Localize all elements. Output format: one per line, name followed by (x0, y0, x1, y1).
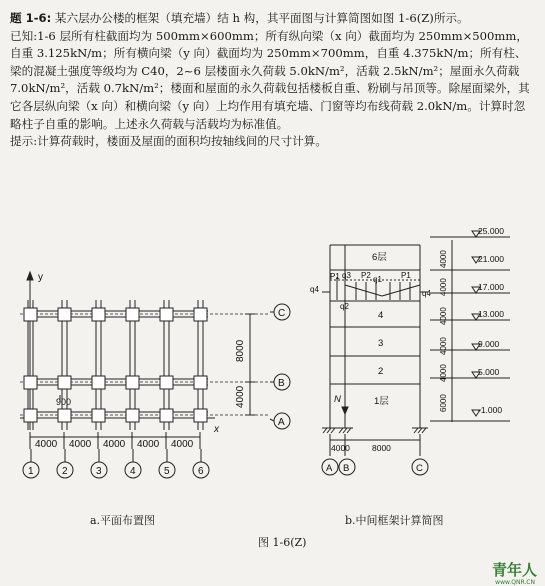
plan-dim-900: 900 (56, 397, 72, 407)
storey-2: 2 (378, 366, 384, 377)
watermark-logo: 青年人 (491, 561, 537, 579)
problem-label: 题 1-6: (10, 11, 52, 25)
col-axis-1: 1 (28, 466, 34, 477)
plan-dim-4000: 4000 (235, 385, 246, 408)
statement-text: 某六层办公楼的框架（填充墙）结 h 构，其平面图与计算简图如图 1-6(Z)所示。 (54, 11, 469, 25)
frame-caption: b.中间框架计算简图 (345, 514, 444, 527)
hint-label: 提示: (10, 134, 38, 149)
storey-h-1: 6000 (439, 394, 448, 412)
load-N: N (334, 394, 341, 405)
bay-dim-4: 4000 (137, 439, 160, 450)
given-label: 已知: (10, 28, 38, 43)
ground-hatch (322, 428, 428, 433)
storey-h-4: 4000 (439, 307, 448, 325)
load-q3: q3 (342, 271, 351, 280)
plan-caption: a.平面布置图 (90, 514, 156, 527)
frame-axis-B: B (343, 463, 350, 474)
frame-drawing (322, 231, 510, 475)
plan-x-label: x (214, 424, 219, 435)
col-axis-3: 3 (96, 466, 102, 477)
storey-h-3: 4000 (439, 337, 448, 355)
load-P1-right: P1 (401, 271, 411, 280)
watermark-url: www.QNR.CN (495, 579, 535, 586)
elev-21: 21.000 (478, 254, 504, 264)
elev-25: 25.000 (478, 226, 504, 236)
frame-axis-C: C (416, 463, 423, 474)
y-arrow-icon (27, 272, 33, 280)
given-text: 1-6 层所有柱截面均为 500mm×600mm；所有纵向梁（x 向）截面均为 250mm×500mm，自重 3.125kN/m；所有横向梁（y 向）截面均为 250mm×700mm，自重 4.375kN/m；所有柱、梁的混凝土强度等级均为 C40，2~6 层楼面永久荷载 5.0kN/m²，活载 2.5kN/m²；屋面永久荷载 7.0kN/m²，活载 0.7kN/m²；楼面和屋面的永久荷载包括楼板自重、粉刷与吊顶等。除屋面梁外，其它各层纵向梁（x 向）和横向梁（y 向）上均作用有填充墙、门窗等均布线荷载 2.0kN/m。计算时忽略柱子自重的影响。上述永久荷载与活载均为标准值。 (10, 28, 530, 131)
load-q4-right: q4 (422, 289, 431, 298)
load-q4-left: q4 (310, 285, 319, 294)
figure-caption: 图 1-6(Z) (258, 536, 307, 549)
load-P1-left: P1 (330, 272, 340, 281)
plan-transverse-beams (28, 300, 203, 430)
col-axis-leaders (31, 449, 201, 462)
storey-4: 4 (378, 310, 384, 321)
elev-9: 9.000 (478, 339, 500, 349)
elev-5: 5.000 (478, 367, 500, 377)
load-q2: q2 (340, 302, 349, 311)
frame-axis-A: A (326, 463, 333, 474)
storey-3: 3 (378, 338, 384, 349)
load-P2: P2 (361, 271, 371, 280)
col-axis-6: 6 (198, 466, 204, 477)
bay-dim-5: 4000 (171, 439, 194, 450)
plan-dim-8000: 8000 (235, 339, 246, 362)
plan-columns (24, 308, 207, 422)
frame-bay-4000: 4000 (331, 443, 350, 453)
col-axis-4: 4 (130, 466, 136, 477)
hint-text: 计算荷载时，楼面及屋面的面积均按轴线间的尺寸计算。 (37, 134, 327, 149)
elev-13: 13.000 (478, 309, 504, 319)
bay-dim-1: 4000 (35, 439, 58, 450)
col-axis-2: 2 (62, 466, 68, 477)
bay-dim-2: 4000 (69, 439, 92, 450)
storey-6: 6层 (372, 252, 387, 263)
frame-floors (330, 245, 420, 384)
plan-y-label: y (38, 272, 43, 283)
bay-dim-3: 4000 (103, 439, 126, 450)
frame-bay-8000: 8000 (372, 443, 391, 453)
load-q1: q1 (373, 275, 382, 284)
row-axis-A: A (278, 417, 285, 428)
elev-minus1: -1.000 (478, 405, 503, 415)
row-axis-C: C (278, 308, 286, 319)
storey-h-5: 4000 (439, 278, 448, 296)
storey-1: 1层 (374, 396, 389, 407)
col-axis-5: 5 (164, 466, 170, 477)
elev-17: 17.000 (478, 282, 504, 292)
storey-h-6: 4000 (439, 250, 448, 268)
storey-h-2: 4000 (439, 364, 448, 382)
row-axis-B: B (278, 378, 285, 389)
